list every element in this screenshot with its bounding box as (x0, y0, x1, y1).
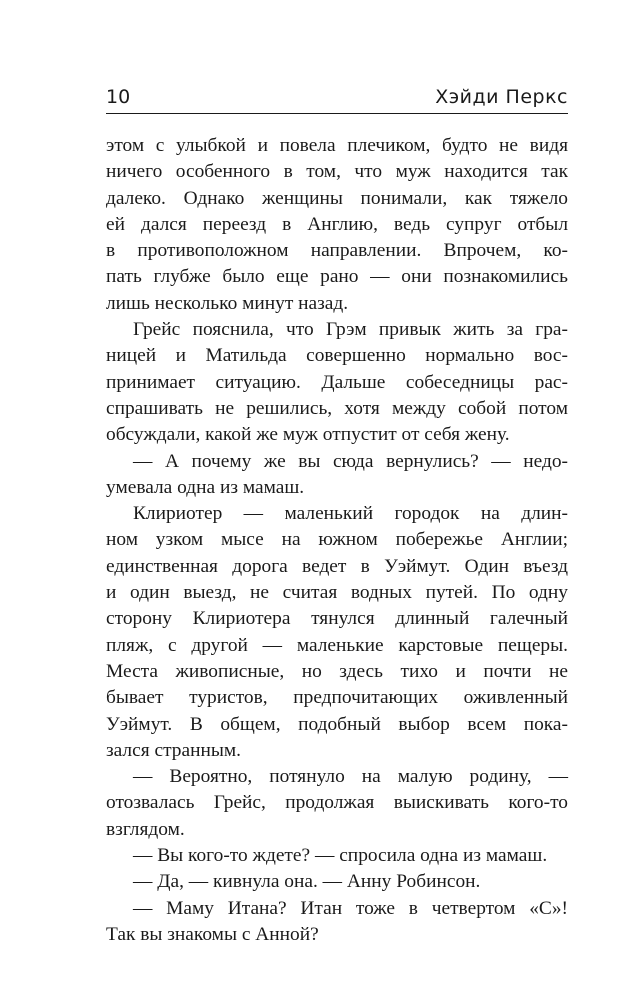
text-line: лишь несколько минут назад. (106, 292, 349, 314)
text-line: бывает туристов, предпочитающих оживленный (106, 687, 568, 709)
text-line: этом с улыбкой и повела плечиком, будто не видя (106, 135, 568, 156)
text-line: Места живописные, но здесь тихо и почти не (106, 660, 568, 682)
paragraph (106, 133, 568, 317)
paragraph (106, 869, 568, 895)
text-line: в противоположном направлении. Впрочем, ко- (106, 240, 568, 262)
text-line: — Да, — кивнула она. — Анну Робинсон. (133, 871, 481, 893)
paragraph (106, 764, 568, 843)
paragraph (106, 843, 568, 869)
text-line: ницей и Матильда совершенно нормально вос- (106, 345, 568, 367)
text-line: ном узком мысе на южном побережье Англии; (106, 529, 568, 551)
text-line: отозвалась Грейс, продолжая выискивать кого-то (106, 792, 568, 814)
text-line: ничего особенного в том, что муж находится так (106, 161, 568, 183)
paragraph (106, 449, 568, 502)
text-line: принимает ситуацию. Дальше собеседницы рас- (106, 371, 568, 393)
text-line: Так вы знакомы с Анной? (106, 923, 319, 945)
text-line: и один выезд, не считая водных путей. По одну (106, 582, 568, 604)
text-line: Уэймут. В общем, подобный выбор всем пока- (106, 713, 568, 735)
page-number: 10 (106, 86, 131, 108)
text-line: обсуждали, какой же муж отпустит от себя жену. (106, 424, 510, 446)
text-line: — Маму Итана? Итан тоже в четвертом «С»! (133, 897, 568, 919)
text-line: пляж, с другой — маленькие карстовые пещеры. (106, 634, 568, 656)
text-line: сторону Клириотера тянулся длинный галечный (106, 608, 568, 630)
text-line: далеко. Однако женщины понимали, как тяжело (106, 187, 568, 209)
text-line: Грейс пояснила, что Грэм привык жить за гра- (133, 319, 568, 341)
text-line: — Вероятно, потянуло на малую родину, — (133, 766, 568, 788)
text-line: зался странным. (106, 739, 242, 761)
paragraph (106, 501, 568, 764)
text-line: взглядом. (106, 818, 185, 840)
text-line: — Вы кого-то ждете? — спросила одна из мамаш. (133, 845, 548, 867)
paragraph (106, 896, 568, 949)
body-text (106, 133, 568, 948)
header-rule (106, 113, 568, 114)
text-line: умевала одна из мамаш. (106, 476, 305, 498)
text-line: ей дался переезд в Англию, ведь супруг отбыл (106, 213, 568, 235)
text-line: единственная дорога ведет в Уэймут. Один въезд (106, 555, 568, 577)
text-line: — А почему же вы сюда вернулись? — недо- (133, 450, 568, 472)
paragraph (106, 317, 568, 448)
text-line: пать глубже было еще рано — они познакомились (106, 266, 568, 288)
running-head: Хэйди Перкс (435, 86, 568, 108)
text-line: Клириотер — маленький городок на длин- (133, 503, 568, 525)
text-line: спрашивать не решились, хотя между собой потом (106, 397, 568, 419)
page-header (106, 84, 568, 114)
